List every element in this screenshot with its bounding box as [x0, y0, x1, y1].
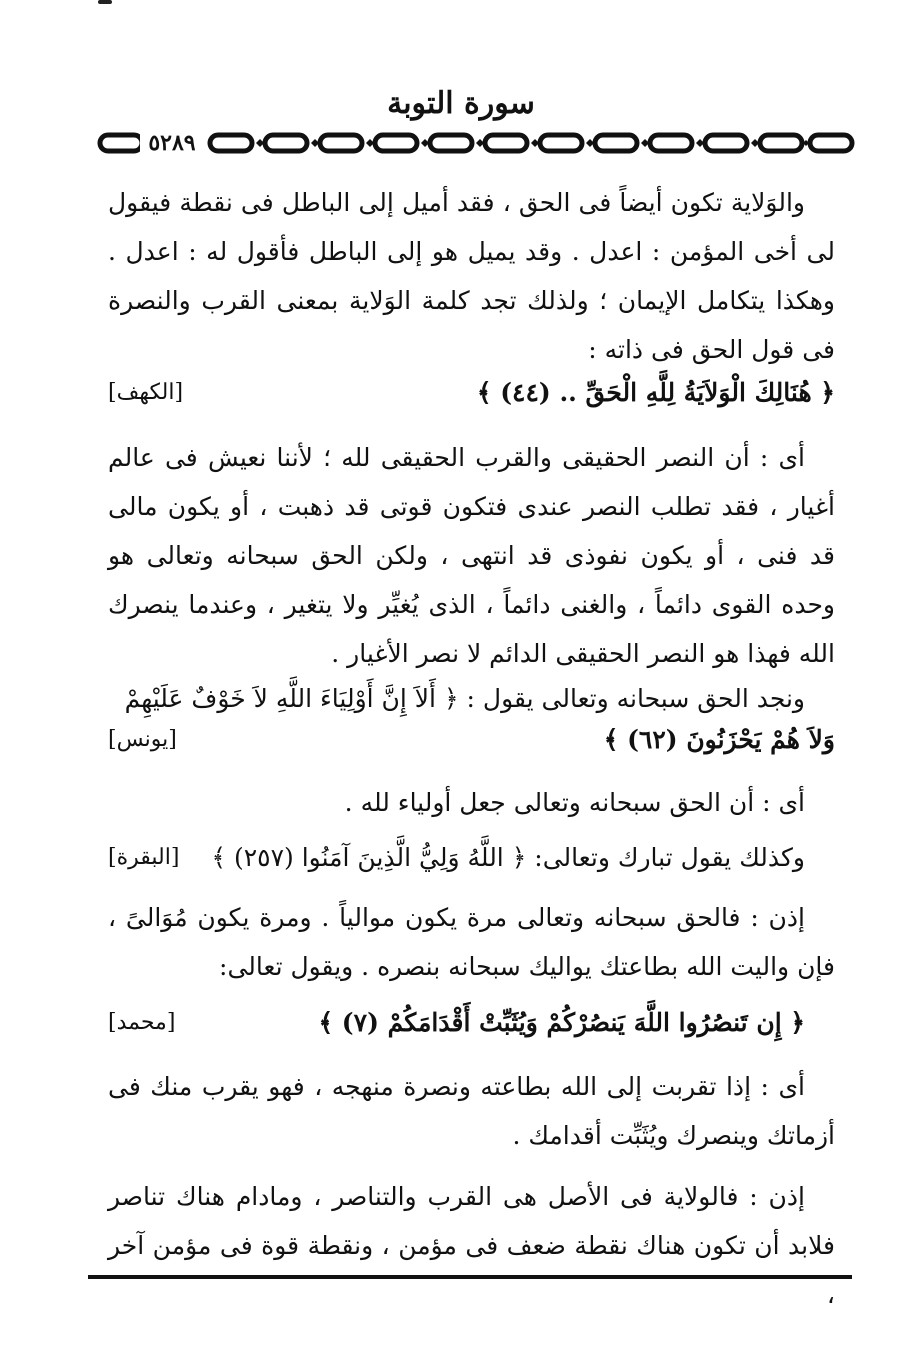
surah-reference: [محمد] [108, 1010, 176, 1035]
chain-ornament-icon [95, 130, 860, 156]
paragraph-8: إذن : فالولاية فى الأصل هى القرب والتناصر ، ومادام هناك تناصر فلابد أن تكون هناك نقطة ضعف فى مؤمن ، ونقطة قوة فى مؤمن آخر ، [108, 1182, 835, 1309]
surah-reference: [الكهف] [108, 380, 184, 405]
quran-verse: ﴿ هُنَالِكَ الْوَلاَيَةُ لِلَّهِ الْحَقِّ .. (٤٤) ﴾ [476, 378, 835, 407]
page-number: ٥٢٨٩ [140, 130, 204, 156]
surah-title: سورة التوبة [387, 86, 535, 121]
paragraph-6: إذن : فالحق سبحانه وتعالى مرة يكون موالياً . ومرة يكون مُوَالىً ، فإن واليت الله بطاعتك يواليك سبحانه بنصره . ويقول تعالى: [108, 903, 835, 981]
quran-verse-line: وكذلك يقول تبارك وتعالى: ﴿ اللَّهُ وَلِيُّ الَّذِينَ آمَنُوا (٢٥٧) ﴾ [211, 843, 805, 872]
verse-al-baqarah [108, 838, 835, 878]
header-ornament-border [95, 130, 860, 156]
surah-reference: [البقرة] [108, 845, 180, 870]
verse-muhammad [108, 1003, 835, 1043]
quran-verse: وَلاَ هُمْ يَحْزَنُونَ (٦٢) ﴾ [603, 725, 835, 754]
verse-al-kahf [108, 373, 835, 413]
paragraph-4: أى : أن الحق سبحانه وتعالى جعل أولياء لله . [344, 788, 805, 817]
verse-yunus [108, 720, 835, 760]
quran-verse: ﴿ إِن تَنصُرُوا اللَّهَ يَنصُرْكُمْ وَيُثَبِّتْ أَقْدَامَكُمْ (٧) ﴾ [318, 1008, 805, 1037]
paragraph-1: والوَلاية تكون أيضاً فى الحق ، فقد أميل إلى الباطل فى نقطة فيقول لى أخى المؤمن : اعدل . وقد يميل هو إلى الباطل فأقول له : اعدل . وهكذا يتكامل الإيمان ؛ ولذلك تجد كلمة الوَلاية بمعنى القرب والنصرة فى قول الحق فى ذاته : [108, 188, 835, 364]
paragraph-2: أى : أن النصر الحقيقى والقرب الحقيقى لله ؛ لأننا نعيش فى عالم أغيار ، فقد تطلب النصر عندى فتكون قوتى قد ذهبت ، أو يكون مالى قد فنى ، أو يكون نفوذى قد انتهى ، ولكن الحق سبحانه وتعالى هو وحده القوى دائماً ، والغنى دائماً ، الذى يُغيِّر ولا يتغير ، وعندما ينصرك الله فهذا هو النصر الحقيقى الدائم لا نصر الأغيار . [108, 443, 835, 668]
paragraph-3: ونجد الحق سبحانه وتعالى يقول : ﴿ أَلاَ إِنَّ أَوْلِيَاءَ اللَّهِ لاَ خَوْفٌ عَلَيْهِمْ [124, 684, 805, 713]
surah-reference: [يونس] [108, 727, 177, 752]
paragraph-7: أى : إذا تقربت إلى الله بطاعته ونصرة منهجه ، فهو يقرب منك فى أزماتك وينصرك ويُثَبِّت أقدامك . [108, 1072, 835, 1150]
corner-mark [98, 0, 112, 4]
bottom-rule [88, 1275, 852, 1279]
